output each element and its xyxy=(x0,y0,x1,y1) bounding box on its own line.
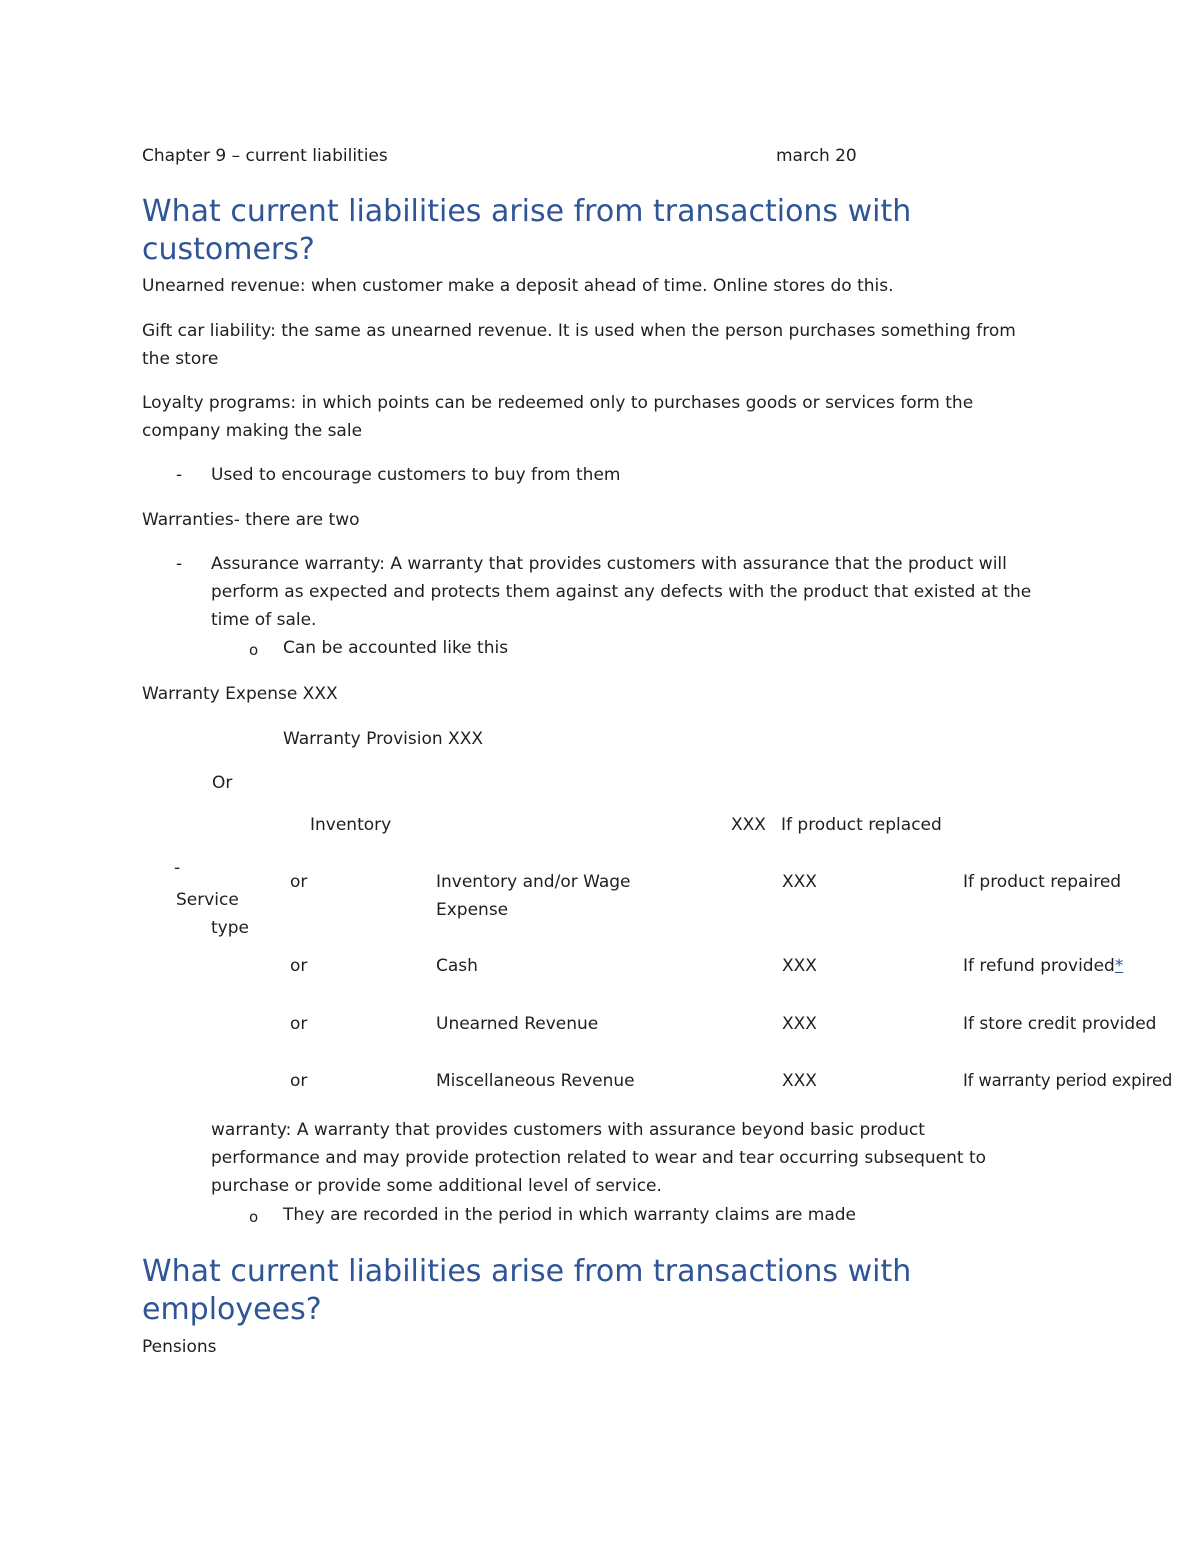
bullet-dash: - xyxy=(176,554,183,574)
refund-note-text: If refund provided xyxy=(963,956,1115,976)
journal-provision: Warranty Provision XXX xyxy=(283,729,483,749)
table-row-note: If warranty period expired xyxy=(963,1071,1173,1090)
warranties-text: Warranties- there are two xyxy=(142,510,360,530)
loyalty-text-line2: company making the sale xyxy=(142,421,363,441)
section2-heading-line2: employees? xyxy=(142,1292,322,1327)
sub-bullet-marker: o xyxy=(249,1208,259,1226)
service-text-line3: purchase or provide some additional level of service. xyxy=(211,1176,662,1196)
sub-bullet-marker: o xyxy=(249,641,259,659)
table-row-account: Inventory and/or Wage xyxy=(436,872,631,892)
inventory-amount: XXX xyxy=(731,815,766,835)
unearned-revenue-text: Unearned revenue: when customer make a deposit ahead of time. Online stores do this. xyxy=(142,276,894,296)
service-text-line1: warranty: A warranty that provides customers with assurance beyond basic product xyxy=(211,1120,925,1140)
table-row-account: Unearned Revenue xyxy=(436,1014,599,1034)
inventory-label: Inventory xyxy=(310,815,392,835)
gift-card-text-line1: Gift car liability: the same as unearned revenue. It is used when the person purchases something from xyxy=(142,321,1016,341)
loyalty-text-line1: Loyalty programs: in which points can be redeemed only to purchases goods or services form the xyxy=(142,393,974,413)
table-row-amount: XXX xyxy=(782,1014,817,1034)
service-word1: Service xyxy=(176,890,239,910)
table-row-note xyxy=(963,956,1123,976)
table-row-account: Cash xyxy=(436,956,478,976)
assurance-sub-bullet: Can be accounted like this xyxy=(283,638,509,658)
table-row-or: or xyxy=(290,1071,308,1091)
table-row-account: Miscellaneous Revenue xyxy=(436,1071,635,1091)
assurance-text-line1: Assurance warranty: A warranty that provides customers with assurance that the product will xyxy=(211,554,1007,574)
journal-or: Or xyxy=(212,773,233,793)
table-row-note: If product repaired xyxy=(963,872,1122,892)
table-row-account-cont: Expense xyxy=(436,900,509,920)
chapter-title: Chapter 9 – current liabilities xyxy=(142,146,388,166)
section2-heading-line1: What current liabilities arise from transactions with xyxy=(142,1254,912,1289)
journal-expense: Warranty Expense XXX xyxy=(142,684,338,704)
table-row-amount: XXX xyxy=(782,1071,817,1091)
assurance-text-line2: perform as expected and protects them against any defects with the product that existed at the xyxy=(211,582,1032,602)
gift-card-text-line2: the store xyxy=(142,349,219,369)
service-dash: - xyxy=(174,858,181,878)
table-row-note: If store credit provided xyxy=(963,1014,1157,1034)
date-label: march 20 xyxy=(776,146,857,166)
table-row-or: or xyxy=(290,956,308,976)
table-row-or: or xyxy=(290,1014,308,1034)
inventory-note: If product replaced xyxy=(781,815,942,835)
table-row-or: or xyxy=(290,872,308,892)
footnote-link[interactable]: * xyxy=(1114,956,1124,976)
service-sub-bullet: They are recorded in the period in which warranty claims are made xyxy=(283,1205,857,1225)
section1-heading-line1: What current liabilities arise from transactions with xyxy=(142,194,912,229)
assurance-text-line3: time of sale. xyxy=(211,610,317,630)
service-word2: type xyxy=(211,918,249,938)
loyalty-bullet: Used to encourage customers to buy from them xyxy=(211,465,621,485)
section1-heading-line2: customers? xyxy=(142,232,315,267)
bullet-dash: - xyxy=(176,465,183,485)
service-text-line2: performance and may provide protection related to wear and tear occurring subsequent to xyxy=(211,1148,987,1168)
pensions-text: Pensions xyxy=(142,1337,217,1357)
table-row-amount: XXX xyxy=(782,872,817,892)
table-row-amount: XXX xyxy=(782,956,817,976)
